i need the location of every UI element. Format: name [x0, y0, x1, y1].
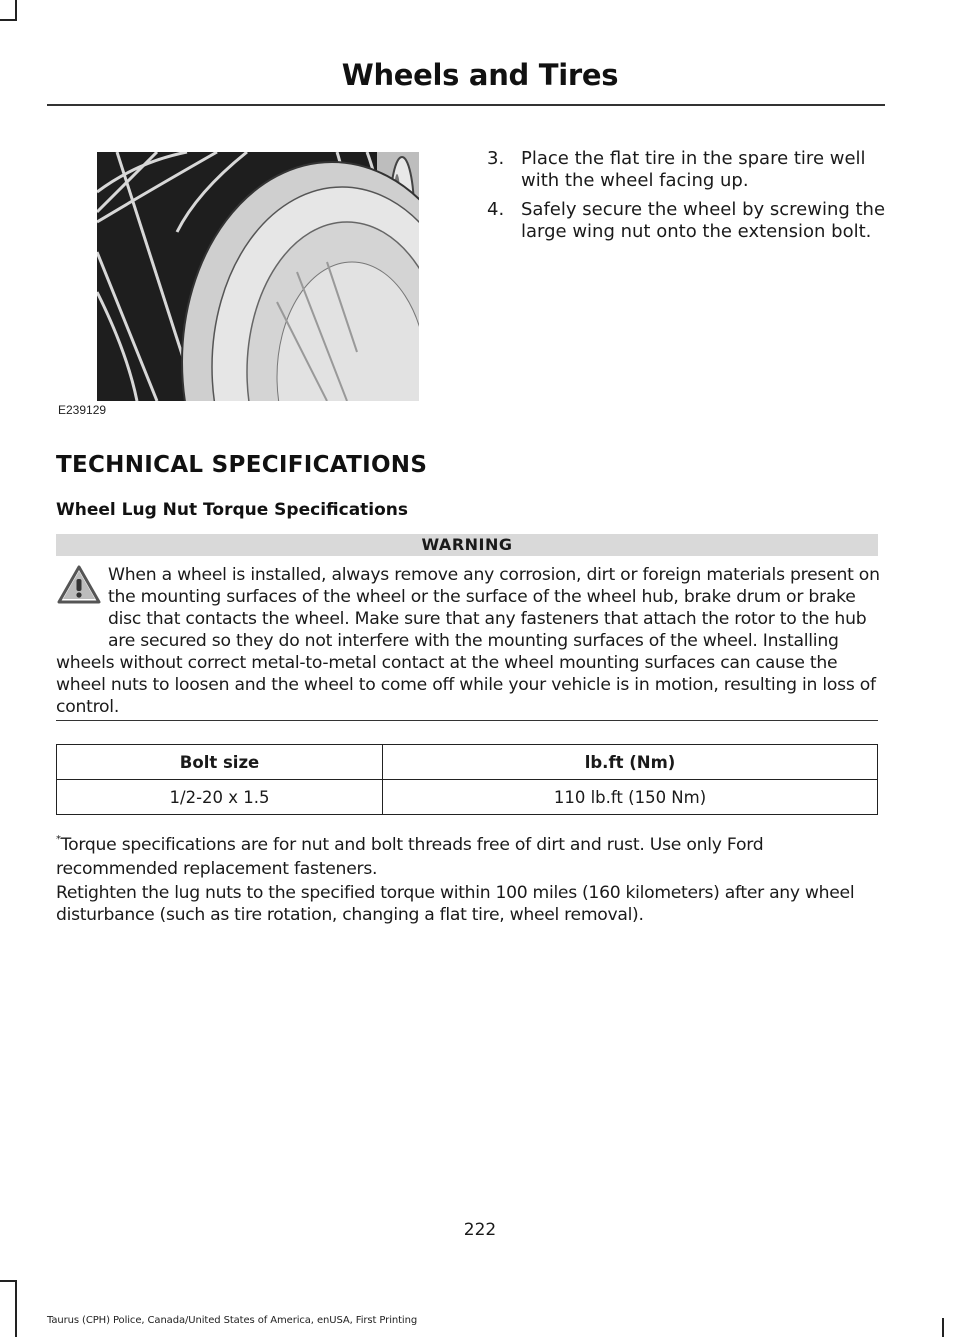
spare-tire-drawing: [97, 152, 419, 401]
page-number: 222: [463, 1220, 497, 1240]
sub-heading: Wheel Lug Nut Torque Specifications: [56, 500, 409, 520]
warning-triangle-icon: [56, 564, 102, 606]
crop-mark: [0, 19, 17, 21]
table-header-cell: lb.ft (Nm): [383, 745, 878, 780]
crop-mark: [0, 1280, 17, 1282]
footnote-text: Torque specifications are for nut and bolt threads free of dirt and rust. Use only Ford recommended replacement fasteners.: [56, 835, 764, 879]
body-paragraph: Retighten the lug nuts to the specified torque within 100 miles (160 kilometers) after any wheel disturbance (such as tire rotation, changing a flat tire, wheel removal).: [56, 883, 855, 925]
step-number: 3.: [487, 148, 505, 169]
warning-text-block: [56, 564, 880, 718]
page-header-title: Wheels and Tires: [341, 58, 619, 92]
warning-text: When a wheel is installed, always remove any corrosion, dirt or foreign materials present on the mounting surfaces of the wheel or the surface of the wheel hub, brake drum or brake disc that contacts the wheel. Make sure that any fasteners that attach the rotor to the hub are secured so they do not interfere with the mounting surfaces of the wheel. Installing wheels without correct metal-to-metal contact at the wheel mounting surfaces can cause the wheel nuts to loosen and the wheel to come off while your vehicle is in motion, resulting in loss of control.: [56, 565, 880, 717]
table-header-row: [57, 745, 878, 780]
table-cell: 1/2-20 x 1.5: [57, 780, 383, 815]
crop-mark: [942, 1318, 944, 1337]
footnote: [56, 828, 882, 881]
table-header-cell: Bolt size: [57, 745, 383, 780]
instruction-steps: [487, 148, 887, 250]
warning-label: WARNING: [56, 534, 878, 556]
torque-spec-table: [56, 744, 878, 815]
page-footer: Taurus (CPH) Police, Canada/United States of America, enUSA, First Printing: [47, 1315, 418, 1326]
warning-divider: [56, 720, 878, 721]
step-number: 4.: [487, 199, 505, 220]
section-heading: TECHNICAL SPECIFICATIONS: [56, 452, 428, 478]
header-rule: [47, 104, 885, 106]
step-text: Safely secure the wheel by screwing the large wing nut onto the extension bolt.: [521, 199, 886, 242]
spare-tire-illustration: [97, 152, 419, 401]
table-cell: 110 lb.ft (150 Nm): [383, 780, 878, 815]
footnote-marker: *: [56, 834, 61, 845]
figure-code: E239129: [58, 403, 107, 417]
table-row: [57, 780, 878, 815]
list-item: [487, 199, 887, 243]
crop-mark: [15, 0, 17, 20]
step-text: Place the flat tire in the spare tire well with the wheel facing up.: [521, 148, 866, 191]
list-item: [487, 148, 887, 192]
crop-mark: [15, 1280, 17, 1337]
